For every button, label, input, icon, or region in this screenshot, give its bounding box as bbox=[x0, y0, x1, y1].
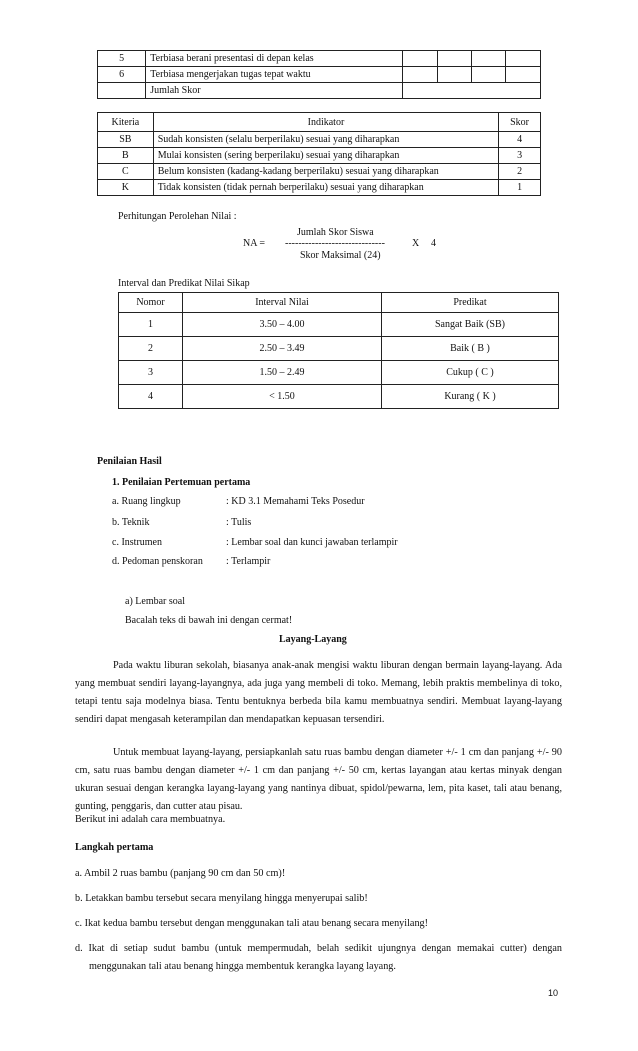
item-value: : Terlampir bbox=[226, 556, 271, 567]
item-label: b. Teknik bbox=[112, 517, 150, 528]
interval-range: 1.50 – 2.49 bbox=[183, 361, 382, 385]
table-header bbox=[119, 293, 559, 313]
table-row bbox=[98, 67, 541, 83]
table-row bbox=[119, 361, 559, 385]
item-label: d. Pedoman penskoran bbox=[112, 556, 203, 567]
table-row bbox=[98, 148, 541, 164]
table-row bbox=[119, 385, 559, 409]
criteria-text: Mulai konsisten (sering berperilaku) sesuai yang diharapkan bbox=[153, 148, 498, 164]
criteria-text: Tidak konsisten (tidak pernah berperilaku) sesuai yang diharapkan bbox=[153, 180, 498, 196]
interval-number: 4 bbox=[119, 385, 183, 409]
paragraph-2: Untuk membuat layang-layang, persiapkanlah satu ruas bambu dengan diameter +/- 1 cm dan panjang +/- 90 cm, satu ruas bambu dengan diameter +/- 1 cm dan panjang +/- 50 cm, kertas layangan atau kertas minyak dengan ukuran sesuai dengan kerangka layang-layang yang nantinya dibuat, spidol/pewarna, lem, pita kaset, tali atau benang, gunting, penggaris, dan cutter atau pisau. bbox=[75, 747, 562, 812]
table-row bbox=[98, 180, 541, 196]
step-heading: Langkah pertama bbox=[75, 842, 154, 853]
score-cell bbox=[506, 51, 541, 67]
assessment-heading: Penilaian Hasil bbox=[97, 456, 162, 467]
interval-number: 2 bbox=[119, 337, 183, 361]
instruction: Bacalah teks di bawah ini dengan cermat! bbox=[125, 615, 293, 626]
row-text: Terbiasa mengerjakan tugas tepat waktu bbox=[146, 67, 403, 83]
criteria-score: 4 bbox=[499, 132, 541, 148]
step-item: d. Ikat di setiap sudut bambu (untuk mempermudah, belah sedikit ujungnya dengan memakai cutter) dengan menggunakan tali atau benang hingga membentuk kerangka layang layang. bbox=[75, 943, 562, 972]
step-item: a. Ambil 2 ruas bambu (panjang 90 cm dan 50 cm)! bbox=[75, 868, 286, 879]
interval-range: < 1.50 bbox=[183, 385, 382, 409]
total-label: Jumlah Skor bbox=[146, 83, 403, 99]
indicator-header: Indikator bbox=[153, 113, 498, 132]
calc-fraction-line: ------------------------------ bbox=[285, 238, 385, 249]
criteria-score: 3 bbox=[499, 148, 541, 164]
interval-title: Interval dan Predikat Nilai Sikap bbox=[118, 278, 250, 289]
page-number: 10 bbox=[548, 988, 559, 998]
score-cell bbox=[437, 67, 471, 83]
table-row bbox=[98, 132, 541, 148]
score-header: Skor bbox=[499, 113, 541, 132]
paragraph-3: Berikut ini adalah cara membuatnya. bbox=[75, 814, 226, 825]
score-cell bbox=[472, 67, 506, 83]
table-row bbox=[98, 83, 541, 99]
criteria-text: Sudah konsisten (selalu berperilaku) sesuai yang diharapkan bbox=[153, 132, 498, 148]
empty-cell bbox=[98, 83, 146, 99]
interval-predicate: Kurang ( K ) bbox=[382, 385, 559, 409]
criteria-score: 2 bbox=[499, 164, 541, 180]
calc-denominator: Skor Maksimal (24) bbox=[300, 250, 381, 261]
criteria-code: K bbox=[98, 180, 154, 196]
paragraph-1: Pada waktu liburan sekolah, biasanya anak-anak mengisi waktu liburan dengan bermain layang-layang. Ada yang membuat sendiri layang-layangnya, ada juga yang membeli di toko. Memang, lebih praktis membelinya di toko, tetapi tentu saja modelnya biasa. Tentu bentuknya berbeda bila kamu membuatnya sendiri. Membuat layang-layang sendiri dapat mengasah keterampilan dan mendapatkan kepuasan tersendiri. bbox=[75, 660, 562, 725]
row-text: Terbiasa berani presentasi di depan kelas bbox=[146, 51, 403, 67]
item-label: c. Instrumen bbox=[112, 537, 162, 548]
criteria-header: Kiteria bbox=[98, 113, 154, 132]
interval-range: 2.50 – 3.49 bbox=[183, 337, 382, 361]
score-cell bbox=[506, 67, 541, 83]
table-row bbox=[119, 337, 559, 361]
interval-predicate: Baik ( B ) bbox=[382, 337, 559, 361]
criteria-code: B bbox=[98, 148, 154, 164]
table-header bbox=[98, 113, 541, 132]
calc-numerator: Jumlah Skor Siswa bbox=[297, 227, 374, 238]
table-row bbox=[119, 313, 559, 337]
item-label: a. Ruang lingkup bbox=[112, 496, 181, 507]
score-cell bbox=[403, 67, 437, 83]
score-cell bbox=[403, 51, 437, 67]
criteria-code: C bbox=[98, 164, 154, 180]
score-cell bbox=[437, 51, 471, 67]
interval-range: 3.50 – 4.00 bbox=[183, 313, 382, 337]
item-value: : KD 3.1 Memahami Teks Posedur bbox=[226, 496, 365, 507]
criteria-score: 1 bbox=[499, 180, 541, 196]
interval-number: 1 bbox=[119, 313, 183, 337]
calc-times: X bbox=[412, 238, 420, 249]
interval-table bbox=[118, 292, 559, 409]
behavior-table bbox=[97, 50, 541, 99]
step-item: b. Letakkan bambu tersebut secara menyilang hingga menyerupai salib! bbox=[75, 893, 368, 904]
interval-header: Interval Nilai bbox=[183, 293, 382, 313]
interval-predicate: Cukup ( C ) bbox=[382, 361, 559, 385]
calc-title: Perhitungan Perolehan Nilai : bbox=[118, 211, 237, 222]
criteria-text: Belum konsisten (kadang-kadang berperilaku) sesuai yang diharapkan bbox=[153, 164, 498, 180]
step-item: c. Ikat kedua bambu tersebut dengan menggunakan tali atau benang secara menyilang! bbox=[75, 918, 429, 929]
item-value: : Lembar soal dan kunci jawaban terlampir bbox=[226, 537, 398, 548]
number-header: Nomor bbox=[119, 293, 183, 313]
criteria-code: SB bbox=[98, 132, 154, 148]
score-cell bbox=[472, 51, 506, 67]
sheet-label: a) Lembar soal bbox=[125, 596, 185, 607]
table-row bbox=[98, 164, 541, 180]
calc-factor: 4 bbox=[431, 238, 436, 249]
total-cell bbox=[403, 83, 541, 99]
interval-number: 3 bbox=[119, 361, 183, 385]
text-title: Layang-Layang bbox=[279, 634, 347, 645]
interval-predicate: Sangat Baik (SB) bbox=[382, 313, 559, 337]
row-number: 6 bbox=[98, 67, 146, 83]
table-row bbox=[98, 51, 541, 67]
item-value: : Tulis bbox=[226, 517, 252, 528]
predicate-header: Predikat bbox=[382, 293, 559, 313]
assessment-subheading: 1. Penilaian Pertemuan pertama bbox=[112, 477, 251, 488]
calc-lhs: NA = bbox=[243, 238, 266, 249]
criteria-table bbox=[97, 112, 541, 196]
row-number: 5 bbox=[98, 51, 146, 67]
